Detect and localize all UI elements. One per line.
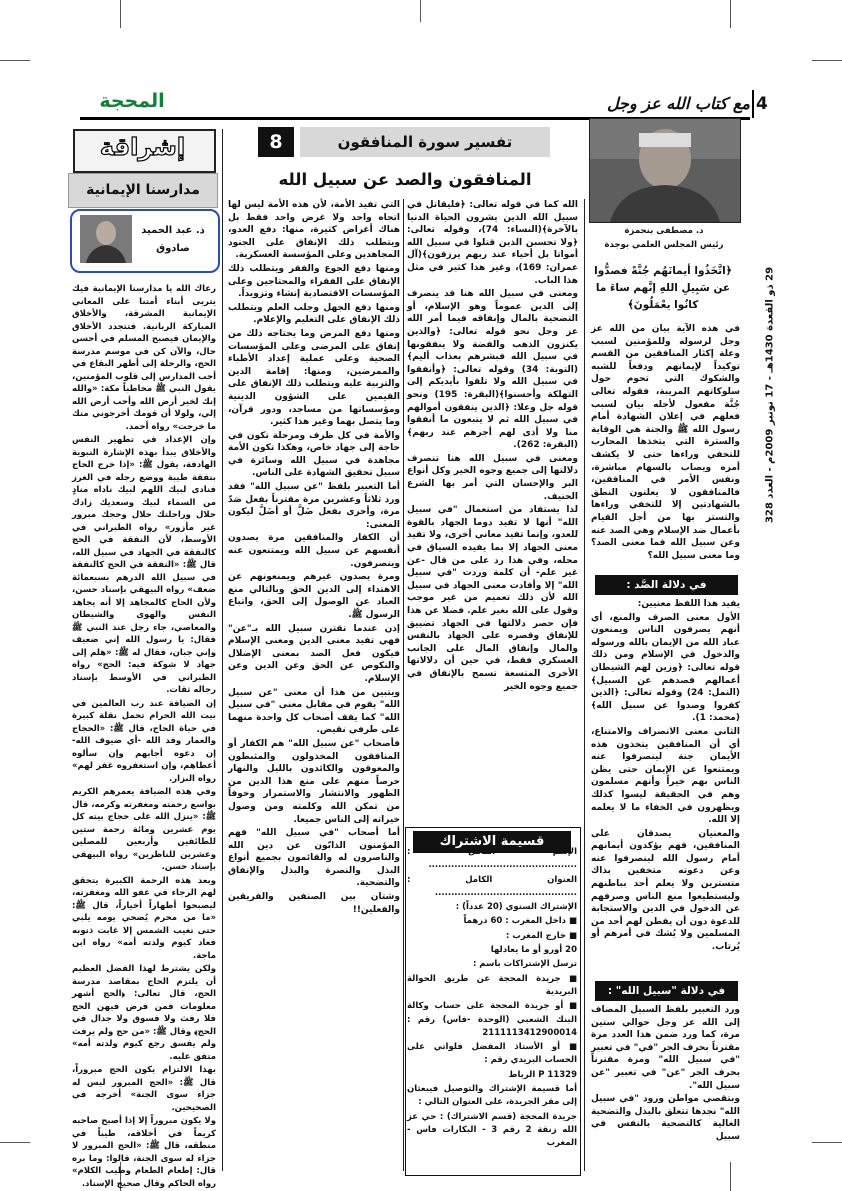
- subscription-field: ■ أو الأستاذ المفضل فلواتي على الحساب البريدي رقم :: [407, 1042, 577, 1066]
- crop-mark: [0, 60, 30, 61]
- article-title: تفسير سورة المنافقون: [300, 127, 550, 157]
- article-column-2: [407, 199, 578, 813]
- paragraph: فأصحاب "عن سبيل الله" هم الكفار أو المنافقون المخذولون والمثبطون والمعوقون والكائدون بالليل والنهار حرصاً منهم على منع هذا الدين من الظهور والانتشار والاستمرار وخوفاً من تمكن الله وكلمته ومن وصول خيراته إلى الناس جميعا.: [228, 738, 400, 825]
- subscription-fields: [407, 846, 577, 1172]
- subscription-field: 11329 P الرباط: [508, 1069, 577, 1080]
- column-rule: [403, 199, 404, 1171]
- article-column-1c: [591, 1004, 740, 1172]
- paragraph: إن الضيافة عند رب العالمين في بيت الله الحرام تحمل نقلة كبيرة في حياة الحاج، قال ﷺ: «الحجاج والعمار وفد الله -أي ضيوف الله- إن دعوه أجابهم وإن سألوه أعطاهم، وإن استغفروه غفر لهم» رواه البزار.: [72, 698, 216, 784]
- left-column-text: [72, 283, 216, 1189]
- column-rule: [584, 199, 585, 1171]
- crop-mark: [730, 0, 731, 28]
- paragraph: في هذه الآية بيان من الله عز وجل لرسوله وللمؤمنين لسبب وعلة إكثار المنافقين من القسم توكيداً لإيمانهم ودفعاً للشبه والشكوك التي تحوم حول سلوكاتهم المريبة، فقوله تعالى جُنَّة مفعول لأجله بيان لسبب فعلهم في إعلان الشهادة أمام رسول الله ﷺ والجنة هي الوقاية والسترة التي يتخذها المحارب للتخفي وراءها حتى لا يكشف أمره ويصاب بالسهام مباشرة، ونفس الأمر في المنافقين، فالمنافقون لا يعلنون النطق بالشهادتين إلا للتخفي وراءها والتستر بها من أجل القيام بأعمال ضد الإسلام وهي الصد عنه وعن سبيل الله فما معنى الصد؟ وما معنى سبيل الله؟: [591, 324, 740, 561]
- series-title: مع كتاب الله عز وجل: [606, 94, 750, 113]
- page-number: 4: [756, 94, 768, 114]
- subscription-field: ■ داخل المغرب : 60 درهماً: [463, 916, 577, 927]
- paragraph: ومنها دفع الجهل وجلب العلم ويتطلب ذلك الإنفاق على التعليم والإعلام.: [228, 302, 400, 326]
- magazine-name: المحجة: [99, 90, 165, 112]
- paragraph: الأول معنى الصرف والمنع، أي أنهم يصرفون الناس ويمنعون عباد الله من الإيمان بالله ورسوله والدخول في الإسلام ومن ذلك قوله تعالى: ﴿وزين لهم الشيطان أعمالهم فصدهم عن السبيل﴾ (النمل: 24) وقوله تعالى: ﴿الذين كفروا وصدوا عن سبيل الله﴾ (محمد: 1).: [591, 612, 740, 724]
- subscription-field: 20 أورو أو ما يعادلها: [490, 945, 577, 956]
- subscription-title: قسيمة الاشتراك: [413, 831, 571, 853]
- subscription-field: أما قسيمة الإشتراك والتوصيل فيبعثان إلى مقر الجريدة، على العنوان التالي :: [407, 1084, 577, 1108]
- paragraph: ومعنى في سبيل الله هنا تنصرف دلالتها إلى جميع وجوه الخير وكل أنواع البر والإحسان التي أمر بها الشرع الحنيف.: [407, 453, 578, 502]
- author-photo-svg: [590, 119, 740, 222]
- article-subtitle: المنافقون والصد عن سبيل الله: [278, 170, 532, 189]
- author2-photo: [80, 215, 132, 263]
- issue-date-text: 29 ذو القعدة 1430هـ - 17 نونبر 2009م - العدد 328: [764, 266, 776, 524]
- subscription-field: ■ جريدة المحجة عن طريق الحوالة البريدية: [407, 973, 577, 997]
- crop-mark: [120, 0, 121, 28]
- paragraph: والمعنيان يصدقان على المنافقين، فهم يؤكدون أيمانهم أمام رسول الله لينصرفوا عنه وعن دعوته متخفين بذاك متسترين ولا يعلم أحد بباطنهم وليستطيعوا منع الناس وصرفهم عن الدخول في الدين والاستجابة للدعوة دون أن يفطن لهم أحد من المسلمين ولا يُشك في أمرهم أو يُرتاب.: [591, 828, 740, 953]
- header-divider: [752, 90, 754, 118]
- subscription-field: ترسل الإشتراكات باسم :: [472, 959, 577, 970]
- paragraph: وبتقصي مواطن ورود "في سبيل الله" نجدها تتعلق بالبذل والتضحية الغالية كالتضحية بالنفس في سبيل: [591, 1094, 740, 1142]
- paragraph: ورد التعبير بلفظ السبيل المضاف إلى الله عز وجل حوالي ستين مرة، كما ورد ضمن هذا العدد مرة مقترناً بحرف الجر "في" في تعبير "في سبيل الله" ومرة مقترناً بحرف الجر "عن" في تعبير "عن سبيل الله".: [591, 1005, 740, 1091]
- article-column-1b: [591, 598, 740, 979]
- paragraph: وإن الإعداد في تطهير النفس والأخلاق يبدأ بهذه الإشارة النبوية الهادفة، يقول ﷺ: «إذا خرج الحاج بنفقة طيبة ووضع رجله في الغرز فنادى لبيك اللهم لبيك ناداه منادٍ من السماء لبيك وسعديك زادك حلال وراحلتك حلال وحجك مبرور غير مأزور» رواه الطبراني في الأوسط، لأن النفقة في الحج كالنفقة في الجهاد في سبيل الله، قال ﷺ: «النفقة في الحج كالنفقة في سبيل الله الدرهم بسبعمائة ضعف» رواه البيهقي بإسناد حسن، ولأن الحاج كالمجاهد إلا أنه يجاهد النفس والهوى والشيطان والمعاصي، جاء رجل عند النبي ﷺ فقال: يا رسول الله إني ضعيف وإني جبان، فقال له ﷺ: «هلم إلى جهاد لا شوكة فيه: الحج» رواه الطبراني في الأوسط بإسناد رجاله ثقات.: [72, 435, 216, 695]
- paragraph: أما أصحاب "في سبيل الله" فهم المؤمنون الذابّون عن دين الله والناصرون له والقائمون بجميع أنواع البذل والنصرة والبذل والإنفاق والتضحية.: [228, 828, 400, 889]
- column-rule: [222, 129, 223, 1171]
- subscription-field: ■ خارج المغرب :: [505, 930, 577, 941]
- paragraph: وشتان بين الصنفين والفريقين والفعلين!!: [228, 892, 400, 915]
- author-title: رئيس المجلس العلمي بوجدة: [604, 240, 724, 250]
- section-title: مدارسنا الإيمانية: [68, 173, 218, 208]
- subscription-field: جريدة المحجة (قسم الاشتراك) : حي عز الله زنقة 2 رقم 3 - البكارات فاس - المغرب: [407, 1111, 577, 1149]
- author2-name: ذ. عبد الحميد صادوق: [141, 225, 205, 254]
- paragraph: ومنها دفع الجوع والفقر ويتطلب ذلك الإنفاق على الفقراء والمحتاجين وعلى المؤسسات الاقتصادية إنشاء وتزويداً.: [228, 263, 400, 300]
- paragraph: التي تفيد الأمة، لأن هذه الأمة ليس لها اتجاه واحد ولا غرض واحد فقط بل هناك أغراض كثيرة، منها: دفع العدو، ويتطلب ذلك الإنفاق على الجنود المجاهدين وعلى المؤسسة العسكرية.: [228, 200, 400, 261]
- subscription-field: الإشتراك السنوي (20 عدداً) :: [455, 902, 577, 913]
- paragraph: وبعد هذه الرحمة الكبيرة يتحقق لهم الرجاء في عفو الله ومغفرته، ليصبحوا أطهاراً أخياراً، قال ﷺ: «ما من محرم يُضحي يومه يلبي حتى تغيب الشمس إلا غابت ذنوبه فعاد كيوم ولدته أمه» رواه ابن ماجة.: [72, 875, 216, 961]
- article-column-3: [228, 199, 400, 1172]
- paragraph: ولا يكون مبروراً إلا إذا أصبح صاحبه كريماً في أخلاقه، طيباً في منطقه، قال ﷺ: «الحج المبرور لا جزاء له سوى الجنة، قالوا: وما بره قال: إطعام الطعام وطيب الكلام» رواه الحاكم وقال صحيح الإسناد.: [72, 1116, 216, 1189]
- author2-photo-svg: [80, 215, 132, 263]
- subscription-field: ■ أو جريدة المحجة على حساب وكالة البنك الشعبي (الوحدة -فاس) رقم : 2111113412900014: [407, 1001, 577, 1038]
- paragraph: ويتبين من هذا أن معنى "عن سبيل الله" يقوم في مقابل معنى "في سبيل الله" كما يقف أصحاب كل واحدة منهما على طرفي نقيض.: [228, 687, 400, 736]
- paragraph: ومرة يصدون غيرهم ويمنعونهم عن الاهتداء إلى الدين الحق وبالتالي منع العباد عن الوصول إلى الحق، واتباع الرسول ﷺ.: [228, 572, 400, 620]
- paragraph: إذن عندما تقترن سبيل الله بـ"عن" فهي تفيد معنى الدين ومعنى الإسلام فيكون فعل الصد بمعنى الإضلال والنكوص عن الحق وعن الدين وعن الإسلام.: [228, 623, 400, 684]
- paragraph: ومنها دفع المرض وما يحتاجه ذلك من إنفاق على المرضى وعلى المؤسسات الصحية وعلى عملية إعداد الأطباء والممرضين، ومنها: إقامة الدين والتربية عليه ويتطلب ذلك الإنفاق على القيمين على الشؤون الدينية ومؤسساتها من مساجد، ودور قرآن، وما يتصل بهما وغير هذا كثير.: [228, 328, 400, 428]
- paragraph: الله كما في قوله تعالى: ﴿فليقاتل في سبيل الله الذين يشرون الحياة الدنيا بالآخرة﴾(النساء: 74)، وقوله تعالى: ﴿ولا تحسبن الذين قتلوا في سبيل الله أمواتا بل أحياء عند ربهم يرزقون﴾(آل عمران: 169)، وغير هذا كثير في مثل هذا الباب.: [407, 200, 579, 286]
- paragraph: وفي هذه الضيافة يعمرهم الكريم بواسع رحمته ومغفرته وكرمه، قال ﷺ: «ينزل الله على حجاج بيته كل يوم عشرين ومائة رحمة ستين للطائفين وأربعين للمصلين وعشرين للناظرين» رواه البيهقي بإسناد حسن.: [72, 787, 216, 872]
- article-number: 8: [258, 127, 294, 157]
- crop-mark: [0, 1142, 30, 1143]
- paragraph: بهذا الالتزام يكون الحج مبروراً، قال ﷺ: «الحج المبرور ليس له جزاء سوى الجنة» أخرجه في الصحيحين.: [72, 1065, 216, 1113]
- author-photo: [589, 118, 741, 223]
- subscription-field: العنوان الكامل : ............................................: [407, 874, 577, 898]
- article-column-1: [591, 323, 740, 571]
- paragraph: ولكن يشترط لهذا الفضل العظيم أن يلتزم الحاج بمقاصد مدرسة الحج، قال تعالى: ﴿الحج أشهر معلومات فمن فرض فيهن الحج فلا رفث ولا فسوق ولا جدال في الحج﴾ وقال ﷺ: «من حج ولم يرفث ولم يفسق رجع كيوم ولدته أمه» متفق عليه.: [72, 964, 216, 1062]
- paragraph: الثاني معنى الانصراف والامتناع، أي أن المنافقين يتخذون هذه الأيمان جنة لينصرفوا عنه ويمتنعوا عن الإيمان حتى يظن الناس بهم خيراً وأنهم مسلمون وهم في الحقيقة ليسوا كذلك ويظهرون في الخفاء ما لا يعلمه إلا الله.: [591, 726, 740, 826]
- section-heading: في دلالة الصَّد :: [595, 575, 738, 595]
- issue-date-vertical: [760, 135, 780, 655]
- paragraph: والأمة في كل ظرف ومرحلة تكون في حاجة إلى جهاد خاص، وهكذا تكون الأمة مجاهدة في سبيل الله وسائرة في سبيل تحقيق الشهادة على الناس.: [228, 430, 400, 479]
- crop-mark: [812, 60, 842, 61]
- paragraph: ومعنى في سبيل الله هنا قد ينصرف إلى الدين عموماً وهو الإسلام، أو التضحية بالمال وإنفاقه فيما أمر الله عز وجل نحو قوله تعالى: ﴿والذين يكنزون الذهب والفضة ولا ينفقونها في سبيل الله فبشرهم بعذاب أليم﴾(التوبة: 34) وقوله تعالى: ﴿وأنفقوا في سبيل الله ولا تلقوا بأيديكم إلى التهلكة وأحسنوا﴾(البقرة: 195) ونحو قوله جل وعلا: ﴿الذين ينفقون أموالهم في سبيل الله ثم لا يتبعون ما أنفقوا منا ولا أذى لهم أجرهم عند ربهم﴾(البقرة: 262).: [407, 289, 578, 451]
- ishraqa-badge: إشراقة: [99, 133, 186, 161]
- paragraph: لذا يستفاد من استعمال "في سبيل الله" أنها لا تفيد دوما الجهاد بالقوة للعدو، وإنما تفيد معاني أخرى، ولا تفيد معنى الجهاد إلا بما يفيده السياق في محله، وفي هذا رد على من قال -عن غير علم- أن كلمة وردت "في سبيل الله" إلا وأفادت معنى الجهاد في سبيل الله لأن ذلك تعميم من غير موجب وقول على الله بغير علم. فضلا عن هذا فإن حصر دلالتها في الجهاد تضييق للإنفاق وقصره على الجهاد بالنفس والمال وإنفاق المال على الجانب العسكري فقط، في حين أن دلالاتها الأخرى المتسعة تسمح بالإنفاق في جميع وجوه الخير: [407, 505, 578, 692]
- subscription-field: الإسم الكامل : ..............................................: [407, 847, 577, 871]
- paragraph: رعاك الله يا مدارسنا الإيمانية فيك يتربى أبناء أمتنا على المعاني الإيمانية المشرقة، والأخلاق المباركة الربانية. فتتجدد الأخلاق والإيمان فيصبح المسلم في أحسن حال، والآن كن في موسم مدرسة الحج، والرحلة إلى أطهر البقاع في أحب المدارس إلى قلوب المؤمنين، يقول النبي ﷺ مخاطباً مكة: «والله إنك لخير أرض الله وأحب أرض الله إلي، ولولا أن قومك أخرجوني منك ما خرجت» رواه أحمد.: [72, 284, 216, 432]
- crop-mark: [812, 1142, 842, 1143]
- section-heading: في دلالة "سبيل الله" :: [595, 981, 738, 1001]
- author-name: د. مصطفى بنحمزة: [624, 226, 704, 236]
- paragraph: يفيد هذا اللفظ معنيين:: [637, 599, 740, 609]
- quranic-verse: ﴿اتَّخَذُوا أيمانَهُم جُنَّةً فصدُّوا عن سَبِيلِ اللهِ إنَّهم ساءَ ما كانُوا يعْمَلُونَ﴾: [594, 265, 732, 311]
- crop-mark: [420, 0, 421, 22]
- paragraph: أن الكفار والمنافقين مرة يصدون أنفسهم عن سبيل الله ويمتنعون عنه وينصرفون.: [228, 533, 400, 569]
- paragraph: أما التعبير بلفظ "عن سبيل الله" فقد ورد ثلاثاً وعشرين مرة مقترناً بفعل صَدّ مرة، وأخرى بفعل ضَلَّ أو أضَلَّ ليكون المعنى:: [228, 482, 400, 530]
